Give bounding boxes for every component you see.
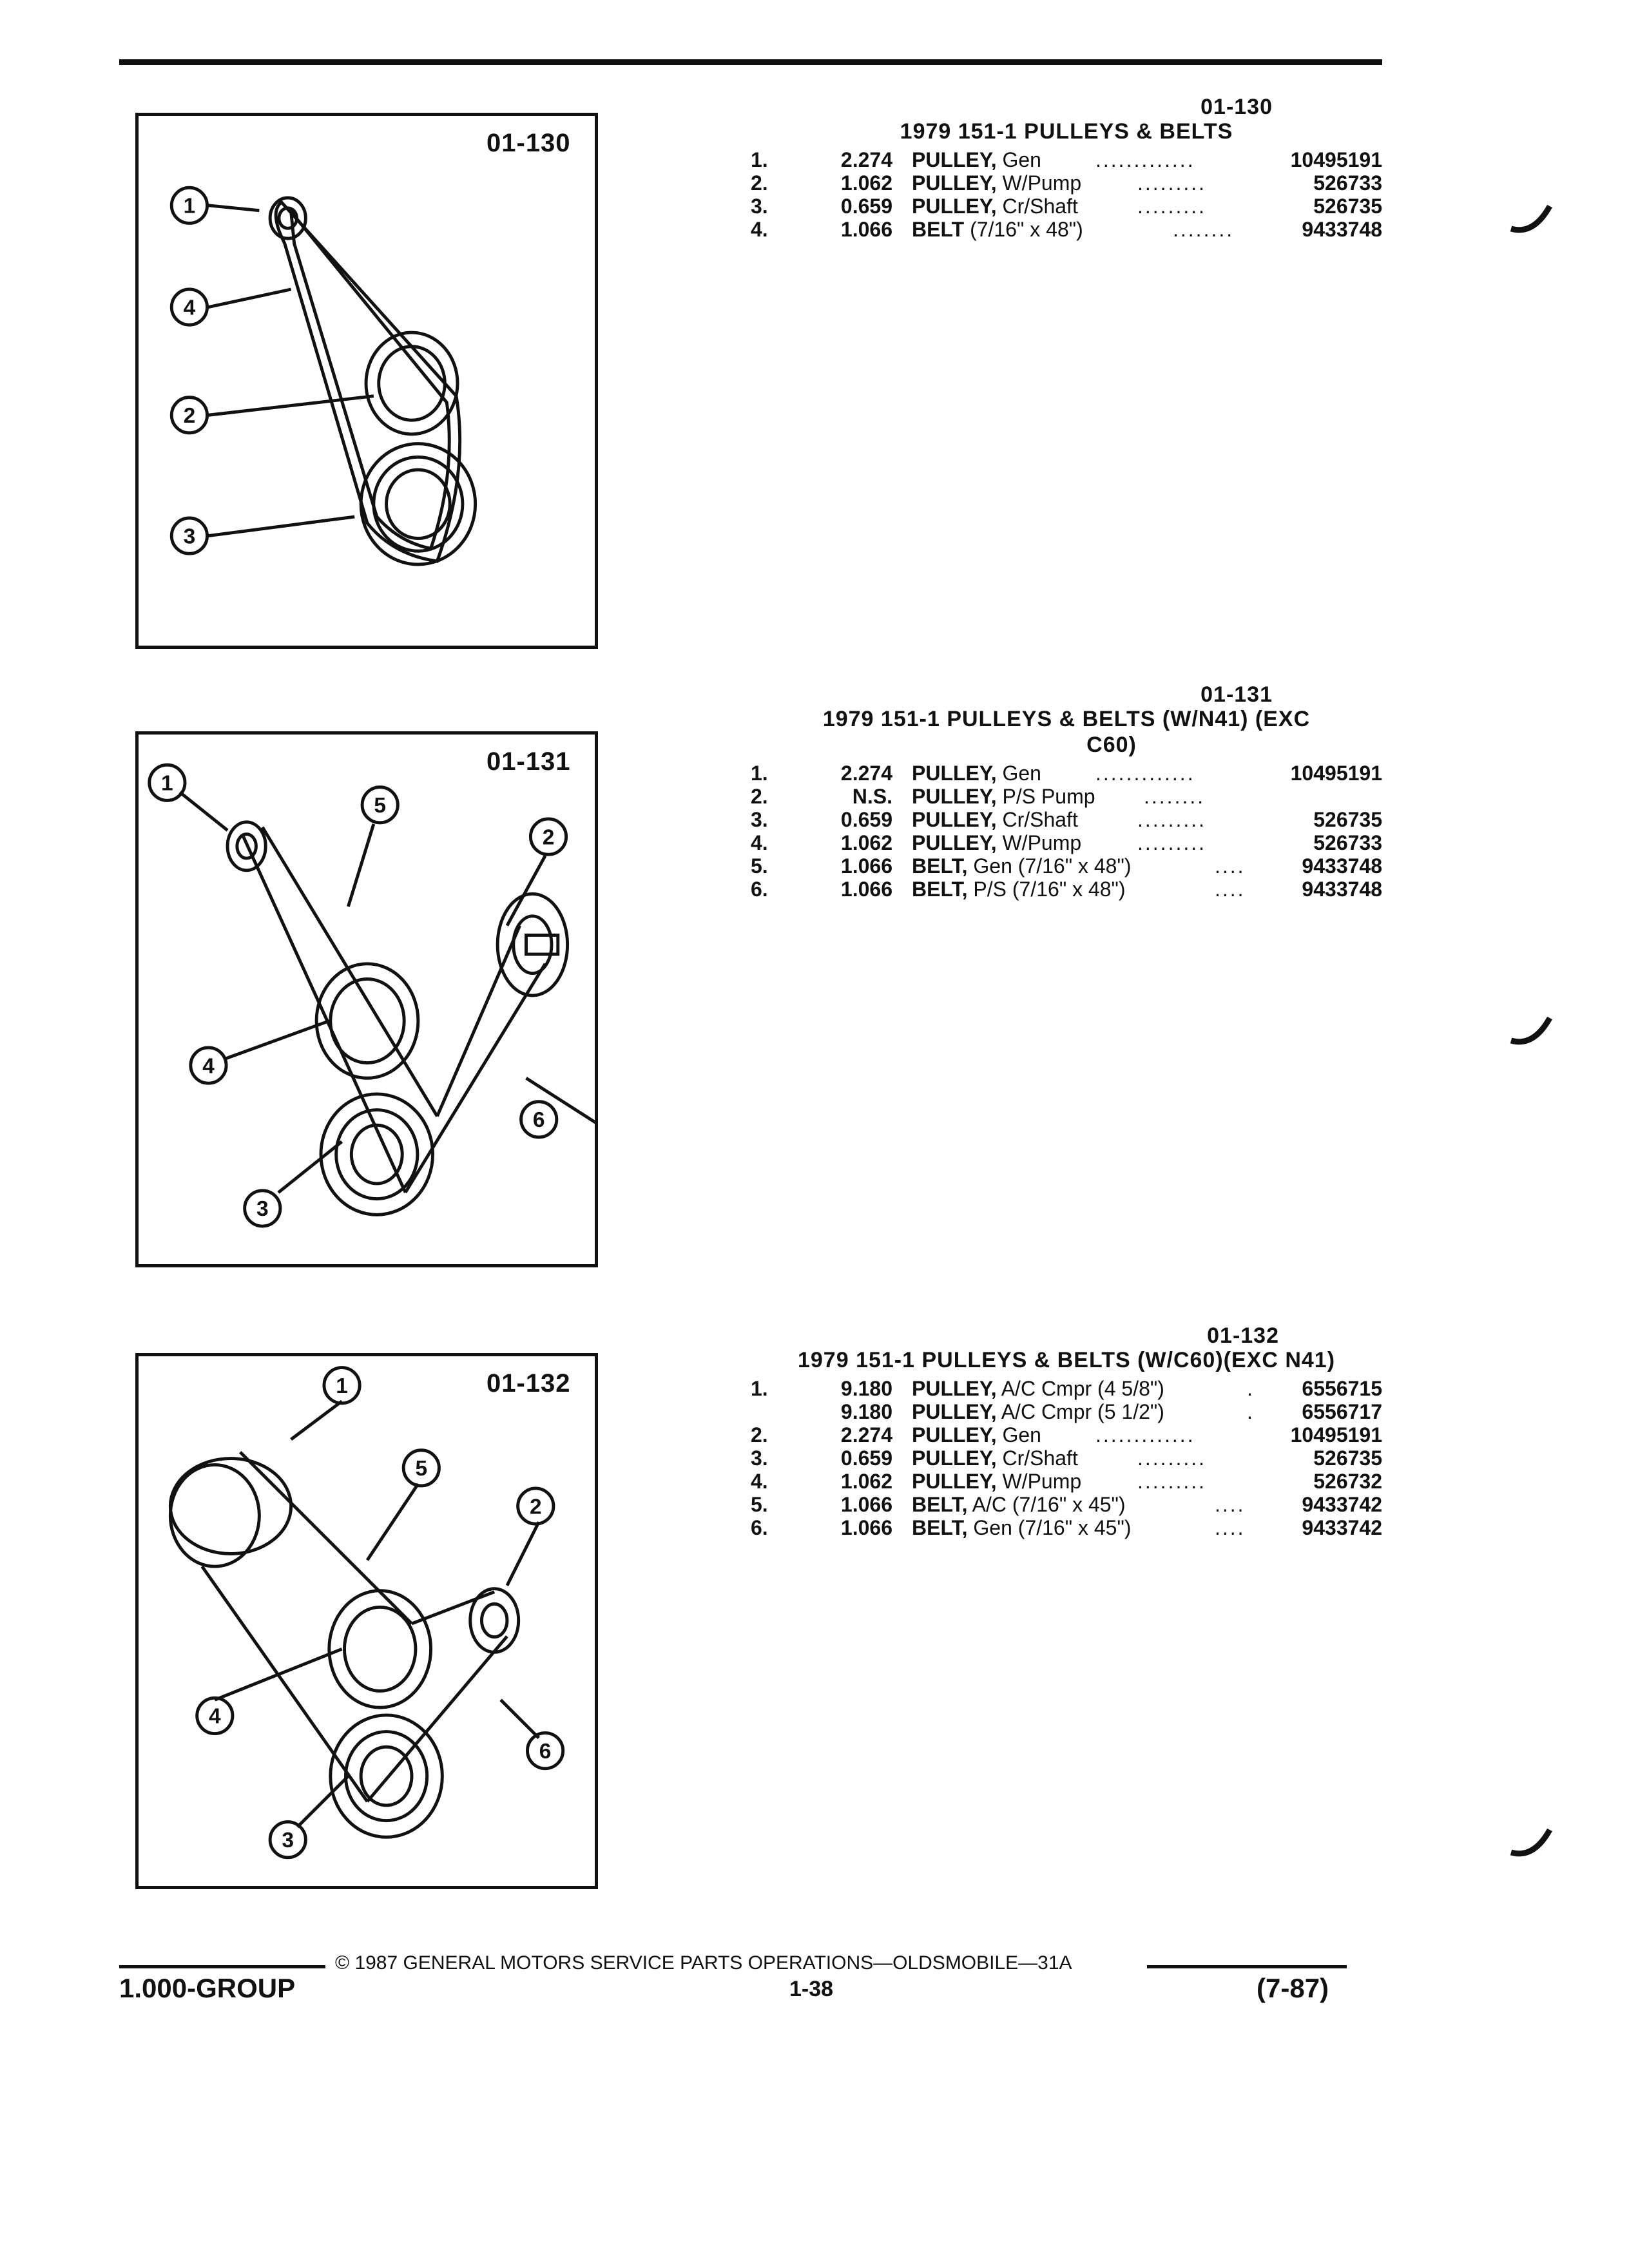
part-number: 9433748 bbox=[1302, 878, 1382, 901]
item-qty: 1.066 bbox=[840, 1516, 892, 1539]
leader-dots: ............. bbox=[1095, 148, 1195, 171]
part-row bbox=[751, 1400, 1382, 1423]
part-row bbox=[751, 171, 1382, 195]
pulley-diagram-01-131 bbox=[139, 735, 595, 1264]
leader-dots: . bbox=[1247, 1400, 1255, 1423]
callout-1-text: 1 bbox=[161, 771, 173, 796]
item-number: 4. bbox=[751, 1470, 768, 1493]
item-desc: PULLEY, Gen bbox=[912, 148, 1041, 171]
item-qty: 2.274 bbox=[840, 762, 892, 785]
part-number: 9433742 bbox=[1302, 1493, 1382, 1516]
item-desc: PULLEY, W/Pump bbox=[912, 1470, 1082, 1493]
part-number: 10495191 bbox=[1290, 148, 1382, 171]
item-qty: 9.180 bbox=[840, 1377, 892, 1400]
part-row bbox=[751, 1470, 1382, 1493]
parts-list bbox=[751, 1377, 1382, 1539]
part-number: 9433748 bbox=[1302, 854, 1382, 878]
footer-rule-right bbox=[1147, 1965, 1347, 1968]
footer-group: 1.000-GROUP bbox=[119, 1973, 296, 2003]
part-row bbox=[751, 785, 1382, 808]
callout-2-text: 2 bbox=[183, 404, 196, 428]
figure-01-132 bbox=[135, 1353, 598, 1889]
figure-01-131 bbox=[135, 731, 598, 1267]
item-qty: 2.274 bbox=[840, 1423, 892, 1446]
section-title: 1979 151-1 PULLEYS & BELTS bbox=[900, 119, 1233, 144]
part-row bbox=[751, 1423, 1382, 1446]
part-row bbox=[751, 218, 1382, 241]
parts-section-01-131 bbox=[751, 683, 1382, 901]
item-qty: 9.180 bbox=[840, 1400, 892, 1423]
callout-6-text: 6 bbox=[539, 1739, 552, 1763]
part-number: 9433748 bbox=[1302, 218, 1382, 241]
part-number: 10495191 bbox=[1290, 762, 1382, 785]
part-number: 10495191 bbox=[1290, 1423, 1382, 1446]
item-desc: PULLEY, Gen bbox=[912, 1423, 1041, 1446]
part-row bbox=[751, 854, 1382, 878]
figure-label: 01-130 bbox=[487, 129, 571, 157]
item-number: 5. bbox=[751, 854, 768, 878]
item-desc: PULLEY, A/C Cmpr (4 5/8") bbox=[912, 1377, 1164, 1400]
part-number: 526735 bbox=[1313, 195, 1382, 218]
leader-dots: .... bbox=[1215, 1516, 1246, 1539]
callout-4-text: 4 bbox=[209, 1704, 221, 1729]
part-number: 526733 bbox=[1313, 831, 1382, 854]
callout-1-text: 1 bbox=[183, 194, 196, 218]
leader-dots: ............. bbox=[1095, 1423, 1195, 1446]
pulley-diagram-01-132 bbox=[139, 1356, 595, 1886]
section-title-cont: C60) bbox=[1086, 733, 1137, 757]
callout-6-text: 6 bbox=[532, 1108, 545, 1133]
part-number: 526733 bbox=[1313, 171, 1382, 195]
item-desc: PULLEY, Cr/Shaft bbox=[912, 195, 1078, 218]
figure-01-130 bbox=[135, 113, 598, 649]
callout-1-text: 1 bbox=[336, 1374, 348, 1398]
leader-dots: .... bbox=[1215, 1493, 1246, 1516]
item-qty: 1.066 bbox=[840, 218, 892, 241]
binding-hook-mark bbox=[1508, 1823, 1553, 1862]
item-number: 1. bbox=[751, 148, 768, 171]
generator-pulley bbox=[470, 1589, 519, 1653]
item-number: 2. bbox=[751, 785, 768, 808]
callout-5-text: 5 bbox=[415, 1457, 428, 1481]
top-rule bbox=[119, 59, 1382, 65]
item-desc: PULLEY, A/C Cmpr (5 1/2") bbox=[912, 1400, 1164, 1423]
item-qty: 1.066 bbox=[840, 1493, 892, 1516]
item-qty: N.S. bbox=[852, 785, 892, 808]
item-qty: 0.659 bbox=[840, 195, 892, 218]
item-desc: PULLEY, Gen bbox=[912, 762, 1041, 785]
leader-dots: ......... bbox=[1137, 1470, 1207, 1493]
part-row bbox=[751, 1446, 1382, 1470]
callout-3-text: 3 bbox=[256, 1197, 269, 1222]
parts-section-01-132 bbox=[751, 1324, 1382, 1539]
footer-page-number: 1-38 bbox=[789, 1977, 834, 2001]
item-number: 6. bbox=[751, 878, 768, 901]
binding-hook-mark bbox=[1508, 1012, 1553, 1050]
part-row bbox=[751, 195, 1382, 218]
leader-dots: ......... bbox=[1137, 831, 1207, 854]
item-desc: PULLEY, Cr/Shaft bbox=[912, 808, 1078, 831]
part-row bbox=[751, 1516, 1382, 1539]
callout-3-text: 3 bbox=[282, 1829, 294, 1853]
part-row bbox=[751, 878, 1382, 901]
item-desc: BELT, Gen (7/16" x 48") bbox=[912, 854, 1132, 878]
part-row bbox=[751, 808, 1382, 831]
callout-2-text: 2 bbox=[542, 825, 555, 850]
item-number: 4. bbox=[751, 831, 768, 854]
leader-dots: .... bbox=[1215, 854, 1246, 878]
leader-dots: ......... bbox=[1137, 171, 1207, 195]
item-number: 3. bbox=[751, 1446, 768, 1470]
belt-outline bbox=[276, 202, 460, 561]
item-desc: PULLEY, W/Pump bbox=[912, 171, 1082, 195]
item-number: 2. bbox=[751, 171, 768, 195]
section-code: 01-132 bbox=[1207, 1323, 1279, 1348]
callout-5-text: 5 bbox=[374, 794, 387, 818]
item-qty: 0.659 bbox=[840, 808, 892, 831]
item-qty: 1.066 bbox=[840, 854, 892, 878]
item-number: 1. bbox=[751, 1377, 768, 1400]
part-number: 9433742 bbox=[1302, 1516, 1382, 1539]
leader-dots: ........ bbox=[1173, 218, 1235, 241]
belt-inner bbox=[291, 212, 450, 549]
leader-dots: ........ bbox=[1144, 785, 1206, 808]
part-row bbox=[751, 762, 1382, 785]
item-number: 1. bbox=[751, 762, 768, 785]
item-qty: 1.062 bbox=[840, 831, 892, 854]
item-desc: BELT (7/16" x 48") bbox=[912, 218, 1083, 241]
item-desc: BELT, P/S (7/16" x 48") bbox=[912, 878, 1126, 901]
item-number: 5. bbox=[751, 1493, 768, 1516]
section-code: 01-130 bbox=[1200, 95, 1273, 119]
item-desc: BELT, Gen (7/16" x 45") bbox=[912, 1516, 1132, 1539]
part-number: 6556715 bbox=[1302, 1377, 1382, 1400]
part-row bbox=[751, 1377, 1382, 1400]
item-qty: 1.062 bbox=[840, 1470, 892, 1493]
part-row bbox=[751, 148, 1382, 171]
part-row bbox=[751, 831, 1382, 854]
figure-label: 01-131 bbox=[487, 747, 571, 776]
parts-section-01-130 bbox=[751, 95, 1382, 241]
item-desc: PULLEY, W/Pump bbox=[912, 831, 1082, 854]
figure-label: 01-132 bbox=[487, 1369, 571, 1398]
item-qty: 0.659 bbox=[840, 1446, 892, 1470]
item-desc: BELT, A/C (7/16" x 45") bbox=[912, 1493, 1126, 1516]
leader-dots: ......... bbox=[1137, 808, 1207, 831]
item-number: 3. bbox=[751, 808, 768, 831]
item-number: 4. bbox=[751, 218, 768, 241]
leader-dots: .... bbox=[1215, 878, 1246, 901]
section-title: 1979 151-1 PULLEYS & BELTS (W/N41) (EXC bbox=[822, 707, 1311, 731]
item-qty: 2.274 bbox=[840, 148, 892, 171]
callout-2-text: 2 bbox=[529, 1495, 542, 1519]
callout-4-text: 4 bbox=[183, 296, 196, 320]
footer-rule-left bbox=[119, 1965, 325, 1968]
section-title: 1979 151-1 PULLEYS & BELTS (W/C60)(EXC N41) bbox=[797, 1348, 1336, 1372]
item-desc: PULLEY, P/S Pump bbox=[912, 785, 1095, 808]
footer-date: (7-87) bbox=[1257, 1973, 1329, 2003]
item-number: 6. bbox=[751, 1516, 768, 1539]
pulley-diagram-01-130 bbox=[139, 116, 595, 646]
parts-list bbox=[751, 762, 1382, 901]
part-row bbox=[751, 1493, 1382, 1516]
leader-dots: ......... bbox=[1137, 1446, 1207, 1470]
belt-gen bbox=[367, 1592, 507, 1802]
part-number: 6556717 bbox=[1302, 1400, 1382, 1423]
item-qty: 1.062 bbox=[840, 171, 892, 195]
binding-hook-mark bbox=[1508, 200, 1553, 238]
leader-dots: ......... bbox=[1137, 195, 1207, 218]
part-number: 526735 bbox=[1313, 1446, 1382, 1470]
part-number: 526732 bbox=[1313, 1470, 1382, 1493]
footer-copyright: © 1987 GENERAL MOTORS SERVICE PARTS OPERATIONS—OLDSMOBILE—31A bbox=[335, 1952, 1072, 1974]
item-number: 3. bbox=[751, 195, 768, 218]
item-qty: 1.066 bbox=[840, 878, 892, 901]
item-number: 2. bbox=[751, 1423, 768, 1446]
leader-dots: ............. bbox=[1095, 762, 1195, 785]
callout-3-text: 3 bbox=[183, 524, 196, 549]
part-number: 526735 bbox=[1313, 808, 1382, 831]
leader-dots: . bbox=[1247, 1377, 1255, 1400]
section-code: 01-131 bbox=[1200, 682, 1273, 707]
parts-list bbox=[751, 148, 1382, 241]
callout-4-text: 4 bbox=[202, 1054, 215, 1079]
belt-ps bbox=[405, 926, 545, 1193]
item-desc: PULLEY, Cr/Shaft bbox=[912, 1446, 1078, 1470]
